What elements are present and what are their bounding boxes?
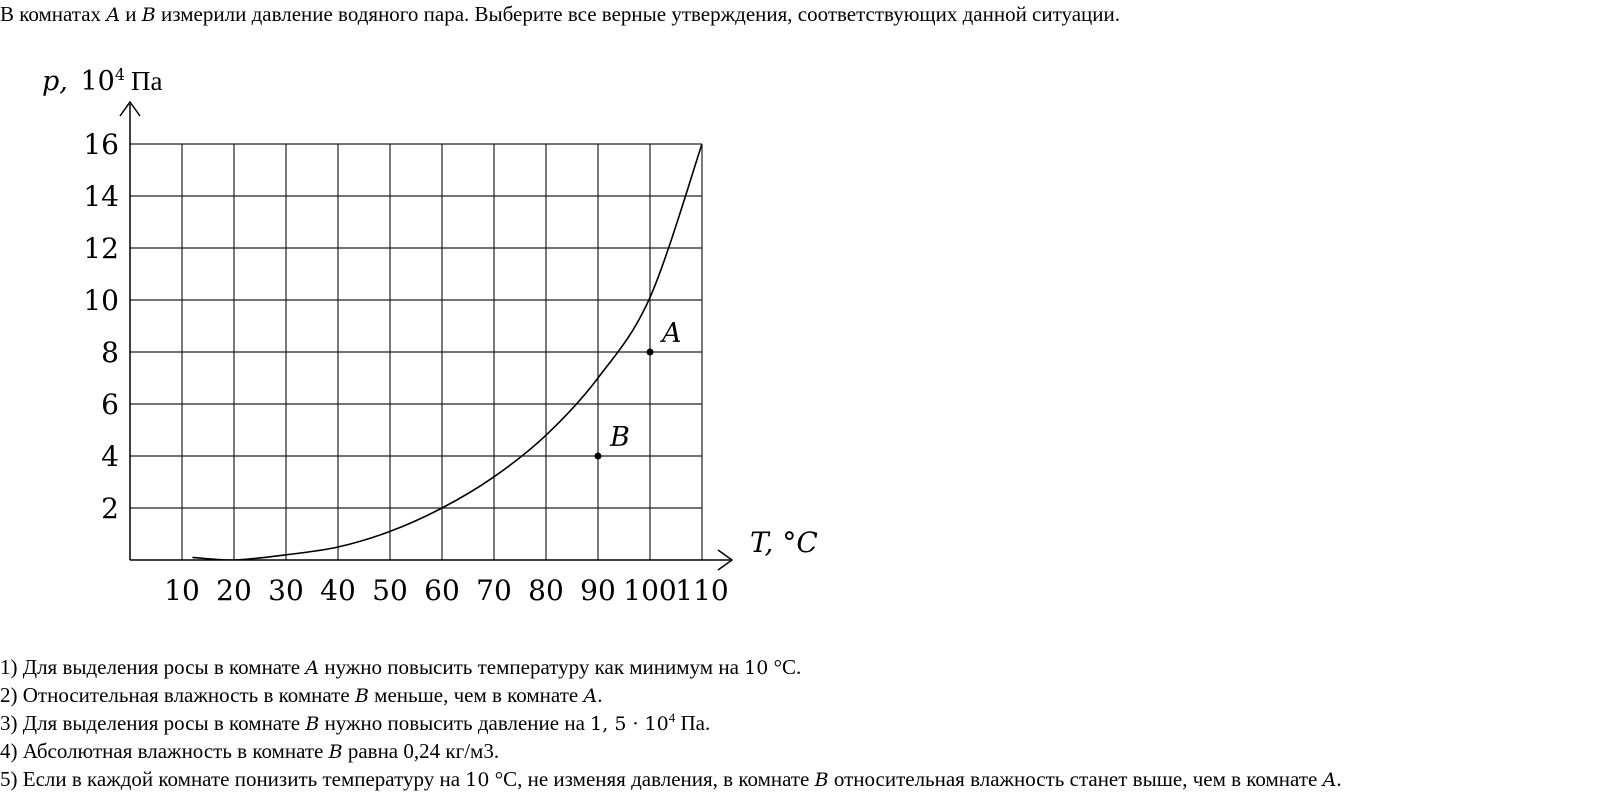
- x-tick-label: 40: [320, 574, 356, 607]
- y-tick-label: 14: [83, 180, 119, 213]
- y-tick-label: 4: [101, 440, 119, 473]
- x-tick-label: 50: [372, 574, 408, 607]
- answer-var: A: [583, 685, 598, 707]
- y-tick-label: 10: [83, 284, 119, 317]
- answer-number: 1): [0, 655, 23, 679]
- x-tick-label: 10: [164, 574, 200, 607]
- answer-number: 3): [0, 711, 23, 735]
- answer-text: меньше, чем в комнате: [368, 683, 584, 707]
- answer-text: относительная влажность станет выше, чем в комнате: [828, 767, 1323, 791]
- x-tick-label: 100: [623, 574, 677, 607]
- y-tick-labels: [83, 128, 119, 525]
- answer-text: нужно повысить температуру как минимум на: [319, 655, 745, 679]
- answer-number: 4): [0, 739, 23, 763]
- x-tick-label: 60: [424, 574, 460, 607]
- answer-math: 1, 5 · 10: [590, 713, 669, 735]
- answer-var: A: [305, 657, 320, 679]
- data-points: [595, 318, 682, 460]
- x-tick-label: 110: [675, 574, 729, 607]
- answer-1[interactable]: [0, 654, 1342, 682]
- question-part: В комнатах: [0, 2, 107, 26]
- answer-number: 2): [0, 683, 23, 707]
- x-tick-label: 70: [476, 574, 512, 607]
- answer-var: B: [354, 685, 369, 707]
- grid: [130, 144, 702, 560]
- x-tick-label: 20: [216, 574, 252, 607]
- pressure-temperature-chart: [0, 60, 860, 620]
- answer-text: °С, не изменяя давления, в комнате: [489, 767, 815, 791]
- answer-text: Для выделения росы в комнате: [22, 711, 306, 735]
- answer-text: .: [1336, 767, 1342, 791]
- point-a: [647, 349, 654, 356]
- point-b: [595, 453, 602, 460]
- question-part: и: [120, 2, 142, 26]
- y-label-unit: Па: [131, 66, 163, 96]
- question-text: [0, 0, 1120, 29]
- answer-4[interactable]: [0, 738, 1342, 766]
- y-label-exp: 4: [114, 65, 126, 84]
- answer-3[interactable]: [0, 710, 1342, 738]
- x-tick-label: 90: [580, 574, 616, 607]
- answer-var: B: [328, 741, 343, 763]
- answer-text: Если в каждой комнате понизить температуру на: [22, 767, 466, 791]
- y-tick-label: 8: [101, 336, 119, 369]
- answer-math: 10: [465, 769, 490, 791]
- answer-var: A: [1322, 769, 1337, 791]
- var-b: B: [141, 4, 156, 26]
- answer-text: Абсолютная влажность в комнате: [22, 739, 329, 763]
- y-tick-label: 6: [101, 388, 119, 421]
- point-label-a: A: [662, 318, 682, 349]
- x-axis-label: T, °C: [750, 526, 818, 559]
- answer-text: .: [597, 683, 603, 707]
- answer-math: 10: [744, 657, 769, 679]
- answer-text: Па.: [675, 711, 711, 735]
- point-label-b: B: [610, 422, 630, 453]
- axes: [120, 102, 732, 570]
- answer-text: °С.: [768, 655, 802, 679]
- x-tick-label: 30: [268, 574, 304, 607]
- answer-2[interactable]: [0, 682, 1342, 710]
- y-tick-label: 16: [83, 128, 119, 161]
- answer-text: нужно повысить давление на: [319, 711, 591, 735]
- answer-var: B: [305, 713, 320, 735]
- y-axis-label: [42, 65, 163, 97]
- answer-exp: 4: [668, 710, 676, 725]
- y-label-var: p,: [42, 66, 68, 97]
- answer-var: B: [814, 769, 829, 791]
- answer-5[interactable]: [0, 766, 1342, 794]
- answer-list: [0, 654, 1342, 794]
- y-label-base: 10: [80, 66, 115, 97]
- x-tick-label: 80: [528, 574, 564, 607]
- y-tick-label: 12: [83, 232, 119, 265]
- answer-text: Относительная влажность в комнате: [22, 683, 355, 707]
- answer-number: 5): [0, 767, 23, 791]
- x-tick-labels: [164, 574, 729, 607]
- var-a: A: [106, 4, 121, 26]
- y-tick-label: 2: [101, 492, 119, 525]
- answer-text: Для выделения росы в комнате: [22, 655, 306, 679]
- question-part: измерили давление водяного пара. Выберите все верные утверждения, соответствующих данной ситуации.: [155, 2, 1121, 26]
- answer-text: равна 0,24 кг/м3.: [342, 739, 500, 763]
